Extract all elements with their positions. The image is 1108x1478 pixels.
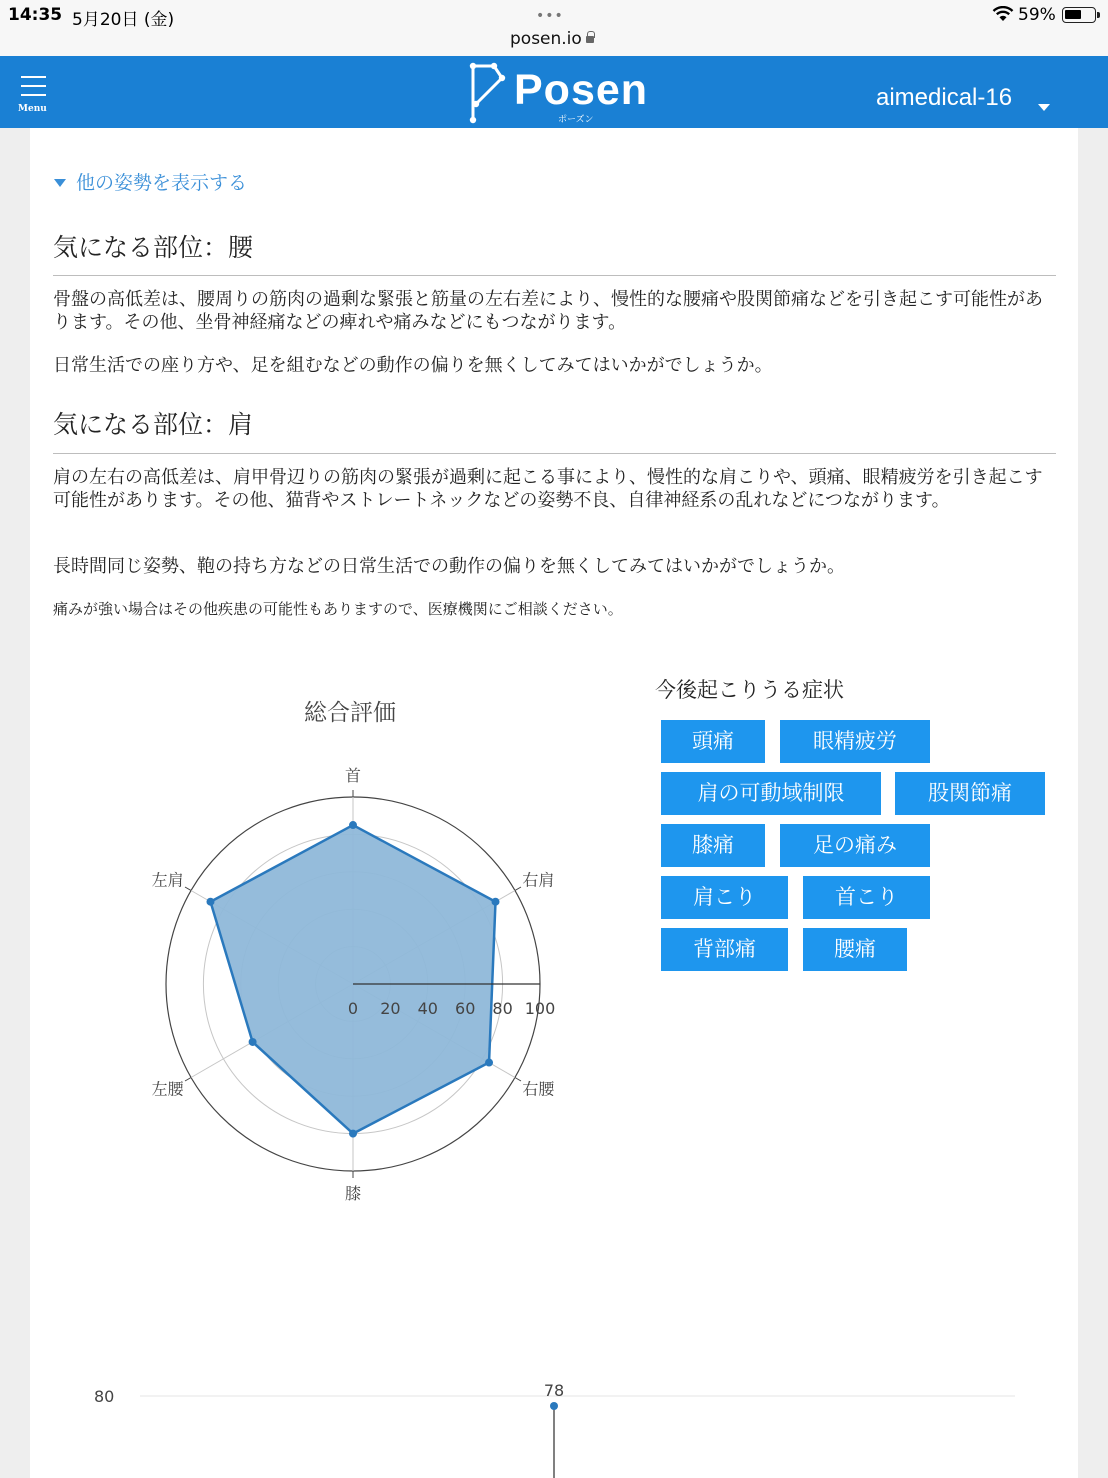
battery-level — [1065, 10, 1081, 19]
symptom-tag[interactable]: 肩の可動域制限 — [661, 772, 881, 815]
url-bar[interactable] — [510, 29, 594, 49]
logo-text: Posen — [514, 66, 649, 114]
menu-button[interactable] — [18, 74, 50, 118]
section-title-waist: 気になる部位：腰 — [53, 233, 254, 262]
section-text-shoulder: 肩の左右の高低差は、肩甲骨辺りの筋肉の緊張が過剰に起こる事により、慢性的な肩こりや、頭痛、眼精疲労を引き起こす可能性があります。その他、猫背やストレートネックなどの姿勢不良、自律神経系の乱れなどにつながります。 — [53, 467, 1043, 511]
hamburger-icon — [21, 94, 46, 96]
posen-logo[interactable] — [468, 62, 648, 124]
radar-point — [492, 898, 500, 906]
symptom-tag[interactable]: 頭痛 — [661, 720, 765, 763]
hamburger-icon — [21, 76, 46, 78]
radar-axis-label: 首 — [344, 766, 362, 785]
symptom-tag[interactable]: 股関節痛 — [895, 772, 1045, 815]
status-time: 14:35 — [8, 5, 63, 25]
radar-axis-label: 膝 — [344, 1184, 362, 1203]
triangle-down-icon — [54, 179, 66, 187]
data-point — [550, 1402, 558, 1410]
show-other-postures-toggle[interactable] — [54, 168, 247, 195]
radar-tick — [515, 887, 521, 891]
radar-axis-label: 左肩 — [151, 870, 184, 890]
radar-axis-label: 右腰 — [522, 1079, 555, 1099]
battery-percent: 59% — [1018, 5, 1056, 25]
radar-tick — [515, 1078, 521, 1082]
radial-tick-label: 0 — [347, 999, 359, 1018]
menu-label: Menu — [18, 104, 47, 114]
line-chart — [80, 1368, 1060, 1478]
symptoms-title: 今後起こりうる症状 — [655, 678, 844, 702]
symptom-tag[interactable]: 足の痛み — [780, 824, 930, 867]
medical-note: 痛みが強い場合はその他疾患の可能性もありますので、医療機関にご相談ください。 — [53, 600, 623, 618]
radar-point — [349, 821, 357, 829]
radial-tick-label: 100 — [524, 999, 556, 1018]
status-date: 5月20日 (金) — [72, 10, 175, 30]
app-header — [0, 56, 1108, 128]
status-bar — [0, 0, 1108, 56]
radial-tick-label: 60 — [455, 999, 476, 1018]
radial-tick-label: 40 — [417, 999, 438, 1018]
main-content — [30, 128, 1078, 1478]
more-dots-icon[interactable]: ••• — [536, 8, 564, 24]
url-text: posen.io — [510, 29, 582, 49]
section-advice-waist: 日常生活での座り方や、足を組むなどの動作の偏りを無くしてみてはいかがでしょうか。 — [53, 355, 773, 376]
symptom-tag[interactable]: 眼精疲労 — [780, 720, 930, 763]
radar-tick — [185, 1078, 191, 1082]
symptom-tag[interactable]: 肩こり — [661, 876, 788, 919]
radial-tick-label: 20 — [380, 999, 401, 1018]
wifi-icon — [992, 6, 1014, 22]
battery-tip — [1097, 12, 1100, 18]
radar-axis-label: 左腰 — [151, 1079, 184, 1099]
radar-chart-title: 総合評価 — [304, 700, 396, 726]
radar-point — [249, 1038, 257, 1046]
symptom-tag[interactable]: 腰痛 — [803, 928, 907, 971]
radar-point — [206, 898, 214, 906]
radar-point — [349, 1130, 357, 1138]
symptom-tag[interactable]: 背部痛 — [661, 928, 788, 971]
symptom-tag[interactable]: 首こり — [803, 876, 930, 919]
symptom-tag[interactable]: 膝痛 — [661, 824, 765, 867]
chevron-down-icon[interactable] — [1038, 104, 1050, 111]
radar-series-area — [210, 825, 495, 1134]
data-label: 78 — [543, 1381, 565, 1400]
divider — [53, 453, 1056, 454]
logo-mark-icon — [468, 62, 512, 124]
user-menu[interactable]: aimedical-16 — [876, 84, 1013, 111]
divider — [53, 275, 1056, 276]
hamburger-icon — [21, 85, 46, 87]
section-title-shoulder: 気になる部位：肩 — [53, 410, 254, 439]
battery-icon — [1062, 7, 1096, 23]
radar-point — [485, 1059, 493, 1067]
logo-subtext: ポーズン — [558, 115, 594, 125]
radial-tick-label: 80 — [492, 999, 513, 1018]
lock-icon — [586, 36, 594, 43]
toggle-label: 他の姿勢を表示する — [76, 172, 248, 194]
y-tick-label: 80 — [94, 1387, 115, 1406]
section-advice-shoulder: 長時間同じ姿勢、鞄の持ち方などの日常生活での動作の偏りを無くしてみてはいかがでしょうか。 — [53, 556, 845, 577]
radar-chart — [140, 758, 560, 1203]
radar-tick — [185, 887, 191, 891]
section-text-waist: 骨盤の高低差は、腰周りの筋肉の過剰な緊張と筋量の左右差により、慢性的な腰痛や股関節痛などを引き起こす可能性があります。その他、坐骨神経痛などの痺れや痛みなどにもつながります。 — [53, 289, 1043, 333]
radar-axis-label: 右肩 — [522, 870, 555, 890]
